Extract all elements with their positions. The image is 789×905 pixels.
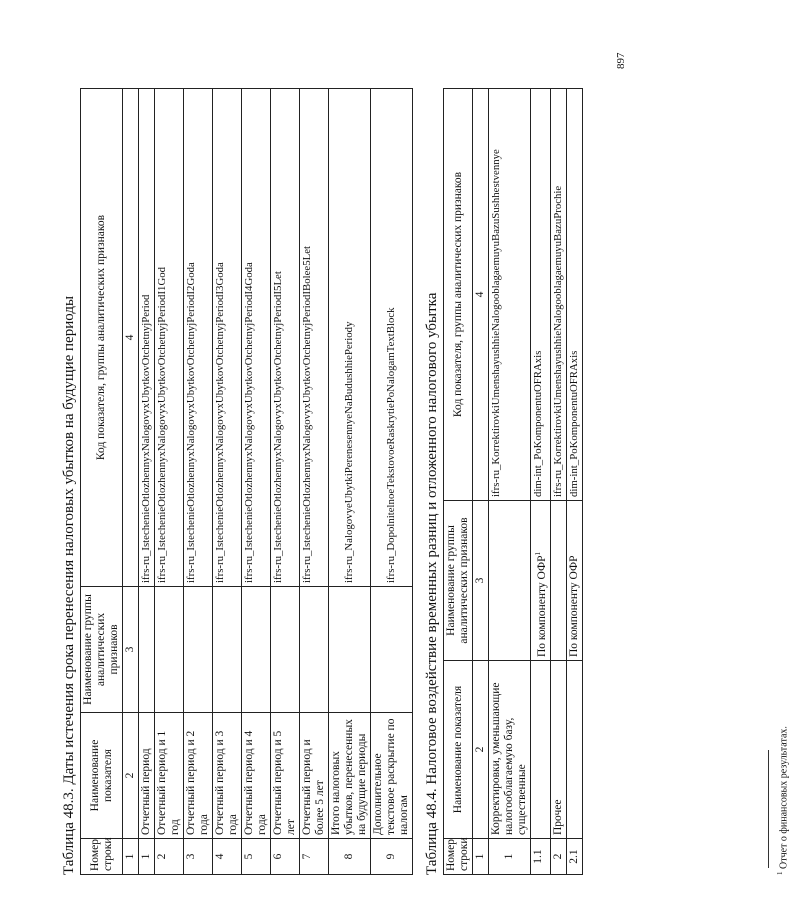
table-row xyxy=(139,89,155,875)
header-name: Наименование показателя xyxy=(81,713,123,839)
table-row xyxy=(531,89,551,875)
row-group xyxy=(155,587,184,713)
row-group xyxy=(139,587,155,713)
row-group xyxy=(531,501,551,661)
row-code: ifrs-ru_IstechenieOtlozhennyxNalogovyxUbytkovOtchetnyjPeriod xyxy=(139,89,155,587)
colnum: 2 xyxy=(123,713,139,839)
row-code: ifrs-ru_KorrektirovkiUmenshayushhieNalogooblagaemuyuBazuSushhestvennye xyxy=(489,89,531,501)
table-row xyxy=(300,89,329,875)
table2-caption: Таблица 48.4. Налоговое воздействие временных разниц и отложенного налогового убытка xyxy=(424,292,440,875)
table1-caption: Таблица 48.3. Даты истечения срока перенесения налоговых убытков на будущие периоды xyxy=(61,295,77,875)
table1 xyxy=(80,88,413,875)
footnote-divider xyxy=(768,750,769,868)
row-group xyxy=(550,501,566,661)
row-name: Прочее xyxy=(550,661,566,839)
row-code: ifrs-ru_IstechenieOtlozhennyxNalogovyxUbytkovOtchetnyjPeriodIBolee5Let xyxy=(300,89,329,587)
table2-header-row xyxy=(444,89,473,875)
row-code: dim-int_PoKomponentuOFRAxis xyxy=(531,89,551,501)
footnote-text: Отчет о финансовых результатах. xyxy=(778,726,789,869)
row-name: Отчетный период и 2 года xyxy=(184,713,213,839)
row-code: ifrs-ru_IstechenieOtlozhennyxNalogovyxUbytkovOtchetnyjPeriodI5Let xyxy=(271,89,300,587)
row-group xyxy=(242,587,271,713)
footnote xyxy=(776,726,789,875)
row-code: ifrs-ru_IstechenieOtlozhennyxNalogovyxUbytkovOtchetnyjPeriodI3Goda xyxy=(213,89,242,587)
row-number: 1.1 xyxy=(531,839,551,875)
row-code: ifrs-ru_KorrektirovkiUmenshayushhieNalogooblagaemuyuBazuProchie xyxy=(550,89,566,501)
row-number: 3 xyxy=(184,839,213,875)
row-group xyxy=(300,587,329,713)
header-code: Код показателя, группы аналитических признаков xyxy=(81,89,123,587)
row-group xyxy=(371,587,413,713)
rotated-content xyxy=(60,52,789,875)
colnum: 3 xyxy=(473,501,489,661)
footnote-ref: 1 xyxy=(534,552,542,556)
header-code: Код показателя, группы аналитических признаков xyxy=(444,89,473,501)
row-code: ifrs-ru_NalogovyeUbytkiPerenesennyeNaBudushhiePeriody xyxy=(329,89,371,587)
table1-header-row xyxy=(81,89,123,875)
table-row xyxy=(155,89,184,875)
row-group-text: По компоненту ОФР xyxy=(535,555,548,657)
row-code: ifrs-ru_IstechenieOtlozhennyxNalogovyxUbytkovOtchetnyjPeriodI2Goda xyxy=(184,89,213,587)
row-name xyxy=(531,661,551,839)
row-name xyxy=(566,661,582,839)
row-number: 2 xyxy=(155,839,184,875)
page-number: 897 xyxy=(615,52,627,69)
table-row xyxy=(242,89,271,875)
table-row xyxy=(371,89,413,875)
row-group xyxy=(213,587,242,713)
row-code: dim-int_PoKomponentuOFRAxis xyxy=(566,89,582,501)
row-number: 1 xyxy=(139,839,155,875)
row-name: Отчетный период xyxy=(139,713,155,839)
colnum: 1 xyxy=(473,839,489,875)
table-row xyxy=(271,89,300,875)
header-number: Номер строки xyxy=(81,839,123,875)
row-name: Отчетный период и 5 лет xyxy=(271,713,300,839)
row-name: Отчетный период и более 5 лет xyxy=(300,713,329,839)
row-name: Дополнительное текстовое раскрытие по налогам xyxy=(371,713,413,839)
row-number: 1 xyxy=(489,839,531,875)
row-name: Итого налоговых убытков, перенесенных на будущие периоды xyxy=(329,713,371,839)
row-group xyxy=(489,501,531,661)
footnote-mark: 1 xyxy=(776,871,784,875)
row-name: Отчетный период и 3 года xyxy=(213,713,242,839)
colnum: 1 xyxy=(123,839,139,875)
row-number: 4 xyxy=(213,839,242,875)
colnum: 2 xyxy=(473,661,489,839)
table-row xyxy=(489,89,531,875)
row-group xyxy=(271,587,300,713)
row-group xyxy=(184,587,213,713)
table-row xyxy=(329,89,371,875)
table2 xyxy=(443,88,583,875)
table-row xyxy=(213,89,242,875)
header-group: Наименование группы аналитических признаков xyxy=(444,501,473,661)
row-number: 7 xyxy=(300,839,329,875)
table2-colnum-row xyxy=(473,89,489,875)
row-number: 2 xyxy=(550,839,566,875)
header-number: Номер строки xyxy=(444,839,473,875)
table-row xyxy=(566,89,582,875)
colnum: 3 xyxy=(123,587,139,713)
row-name: Отчетный период и 4 года xyxy=(242,713,271,839)
colnum: 4 xyxy=(123,89,139,587)
row-number: 8 xyxy=(329,839,371,875)
row-group xyxy=(329,587,371,713)
header-name: Наименование показателя xyxy=(444,661,473,839)
table1-colnum-row xyxy=(123,89,139,875)
row-number: 6 xyxy=(271,839,300,875)
table-row xyxy=(184,89,213,875)
colnum: 4 xyxy=(473,89,489,501)
row-code: ifrs-ru_IstechenieOtlozhennyxNalogovyxUbytkovOtchetnyjPeriodI1God xyxy=(155,89,184,587)
row-code: ifrs-ru_DopolnitelnoeTekstovoeRaskrytiePoNalogamTextBlock xyxy=(371,89,413,587)
row-name: Отчетный период и 1 год xyxy=(155,713,184,839)
row-name: Корректировки, уменьшающие налогооблагаемую базу, существенные xyxy=(489,661,531,839)
row-number: 9 xyxy=(371,839,413,875)
row-number: 2.1 xyxy=(566,839,582,875)
header-group: Наименование группы аналитических признаков xyxy=(81,587,123,713)
table-row xyxy=(550,89,566,875)
row-group: По компоненту ОФР xyxy=(566,501,582,661)
row-code: ifrs-ru_IstechenieOtlozhennyxNalogovyxUbytkovOtchetnyjPeriodI4Goda xyxy=(242,89,271,587)
row-number: 5 xyxy=(242,839,271,875)
